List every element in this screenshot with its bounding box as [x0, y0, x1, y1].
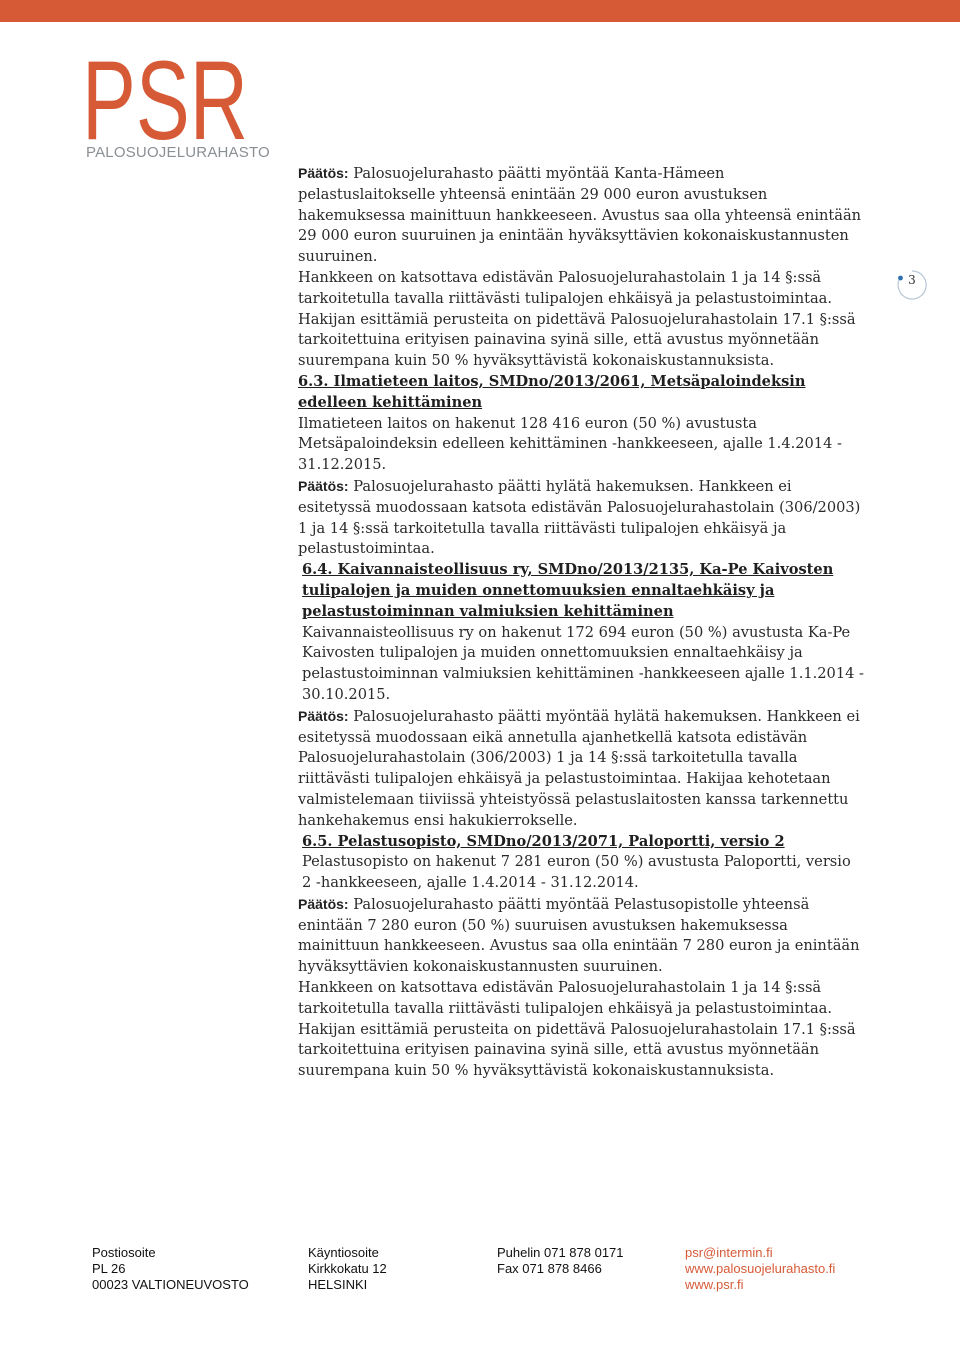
document-body: [298, 163, 864, 1082]
decision-label: Päätös:: [298, 165, 349, 181]
logo-subtitle: PALOSUOJELURAHASTO: [86, 144, 270, 161]
phone: Puhelin 071 878 0171: [497, 1245, 624, 1260]
section-6-4-decision: [298, 706, 864, 832]
visit-label: Käyntiosoite: [308, 1245, 379, 1260]
section-6-3-heading: 6.3. Ilmatieteen laitos, SMDno/2013/2061, Metsäpaloindeksin edelleen kehittäminen: [298, 372, 806, 411]
email-link[interactable]: psr@intermin.fi: [685, 1245, 773, 1260]
decision-label: Päätös:: [298, 707, 349, 724]
postal-label: Postiosoite: [92, 1245, 156, 1260]
section-6-4-text: Kaivannaisteollisuus ry on hakenut 172 694 euron (50 %) avustusta Ka-Pe Kaivosten tulipalojen ja muiden onnettomuuksien ennaltaehkäisy ja pelastustoiminnan valmiuksien kehittäminen -hankkeeseen ajalle 1.1.2014 - 30.10.2015.: [302, 623, 864, 703]
footer-visit: [308, 1245, 387, 1293]
footer-phone: [497, 1245, 624, 1277]
section-6-5-decision: [298, 894, 864, 978]
visit-city: HELSINKI: [308, 1277, 368, 1292]
section-6-3-text: Ilmatieteen laitos on hakenut 128 416 euron (50 %) avustusta Metsäpaloindeksin edelleen kehittäminen -hankkeeseen, ajalle 1.4.2014 - 31.12.2015.: [298, 414, 842, 474]
postal-city: 00023 VALTIONEUVOSTO: [92, 1277, 249, 1292]
website-link[interactable]: www.palosuojelurahasto.fi: [685, 1261, 836, 1276]
website-short-link[interactable]: www.psr.fi: [685, 1277, 744, 1292]
postal-box: PL 26: [92, 1261, 126, 1276]
psr-logo-text: PSR: [82, 44, 248, 163]
footer: [0, 1245, 960, 1305]
section-6-4-heading: 6.4. Kaivannaisteollisuus ry, SMDno/2013/2135, Ka-Pe Kaivosten tulipalojen ja muiden onnettomuuksien ennaltaehkäisy ja pelastustoiminnan valmiuksien kehittäminen: [302, 561, 834, 620]
fax: Fax 071 878 8466: [497, 1261, 602, 1276]
decision-text: Palosuojelurahasto päätti myöntää Pelastusopistolle yhteensä enintään 7 280 euron (50 %) suuruisen avustuksen hakemuksessa mainittuun hankkeeseen. Avustus saa olla enintään 7 280 euron ja enintään hyväksyttävien kokonaiskustannusten suuruinen.: [298, 895, 860, 976]
top-color-bar: [0, 0, 960, 22]
section-6-5-heading: 6.5. Pelastusopisto, SMDno/2013/2071, Paloportti, versio 2: [302, 832, 785, 850]
page-number: 3: [908, 273, 916, 287]
section-6-5-purpose: Hankkeen on katsottava edistävän Palosuojelurahastolain 1 ja 14 §:ssä tarkoitetulla tavalla riittävästi tulipalojen ehkäisyä ja pelastustoimintaa. Hakijan esittämiä perusteita on pidettävä Palosuojelurahastolain 17.1 §:ssä tarkoitettuina erityisen painavina syinä sille, että avustus myönnetään suurempana kuin 50 % hyväksyttävistä kokonaiskustannuksista.: [298, 979, 856, 1080]
footer-contact: [685, 1245, 835, 1293]
purpose-paragraph: Hankkeen on katsottava edistävän Palosuojelurahastolain 1 ja 14 §:ssä tarkoitetulla tavalla riittävästi tulipalojen ehkäisyä ja pelastustoimintaa. Hakijan esittämiä perusteita on pidettävä Palosuojelurahastolain 17.1 §:ssä tarkoitettuina erityisen painavina syinä sille, että avustus myönnetään suurempana kuin 50 % hyväksyttävistä kokonaiskustannuksista.: [298, 268, 856, 370]
visit-street: Kirkkokatu 12: [308, 1261, 387, 1276]
decision-label: Päätös:: [298, 895, 349, 912]
decision-paragraph: [298, 163, 864, 268]
footer-postal: [92, 1245, 249, 1293]
section-6-3-decision: [298, 476, 864, 560]
section-6-5-text: Pelastusopisto on hakenut 7 281 euron (50 %) avustusta Paloportti, versio 2 -hankkeeseen, ajalle 1.4.2014 - 31.12.2014.: [302, 853, 851, 892]
decision-label: Päätös:: [298, 477, 349, 494]
decision-text: Palosuojelurahasto päätti myöntää hylätä hakemuksen. Hankkeen ei esitetyssä muodossaan eikä annetulla ajanhetkellä katsota edistävän Palosuojelurahastolain (306/2003) 1 ja 14 §:ssä tarkoitetulla tavalla riittävästi tulipalojen ehkäisyä ja pelastustoimintaa. Hakijaa kehotetaan valmistelemaan tiiviissä yhteistyössä pelastuslaitosten kanssa tarkennettu hankehakemus ensi hakukierrokselle.: [298, 707, 860, 829]
decision-text: Palosuojelurahasto päätti myöntää Kanta-Hämeen pelastuslaitokselle yhteensä enintään 29 000 euron avustuksen hakemuksessa mainittuun hankkeeseen. Avustus saa olla yhteensä enintään 29 000 euron suuruinen ja enintään hyväksyttävien kokonaiskustannusten suuruinen.: [298, 165, 862, 266]
decision-text: Palosuojelurahasto päätti hylätä hakemuksen. Hankkeen ei esitetyssä muodossaan katsota edistävän Palosuojelurahastolain (306/2003) 1 ja 14 §:ssä tarkoitetulla tavalla riittävästi tulipalojen ehkäisyä ja pelastustoimintaa.: [298, 477, 861, 558]
